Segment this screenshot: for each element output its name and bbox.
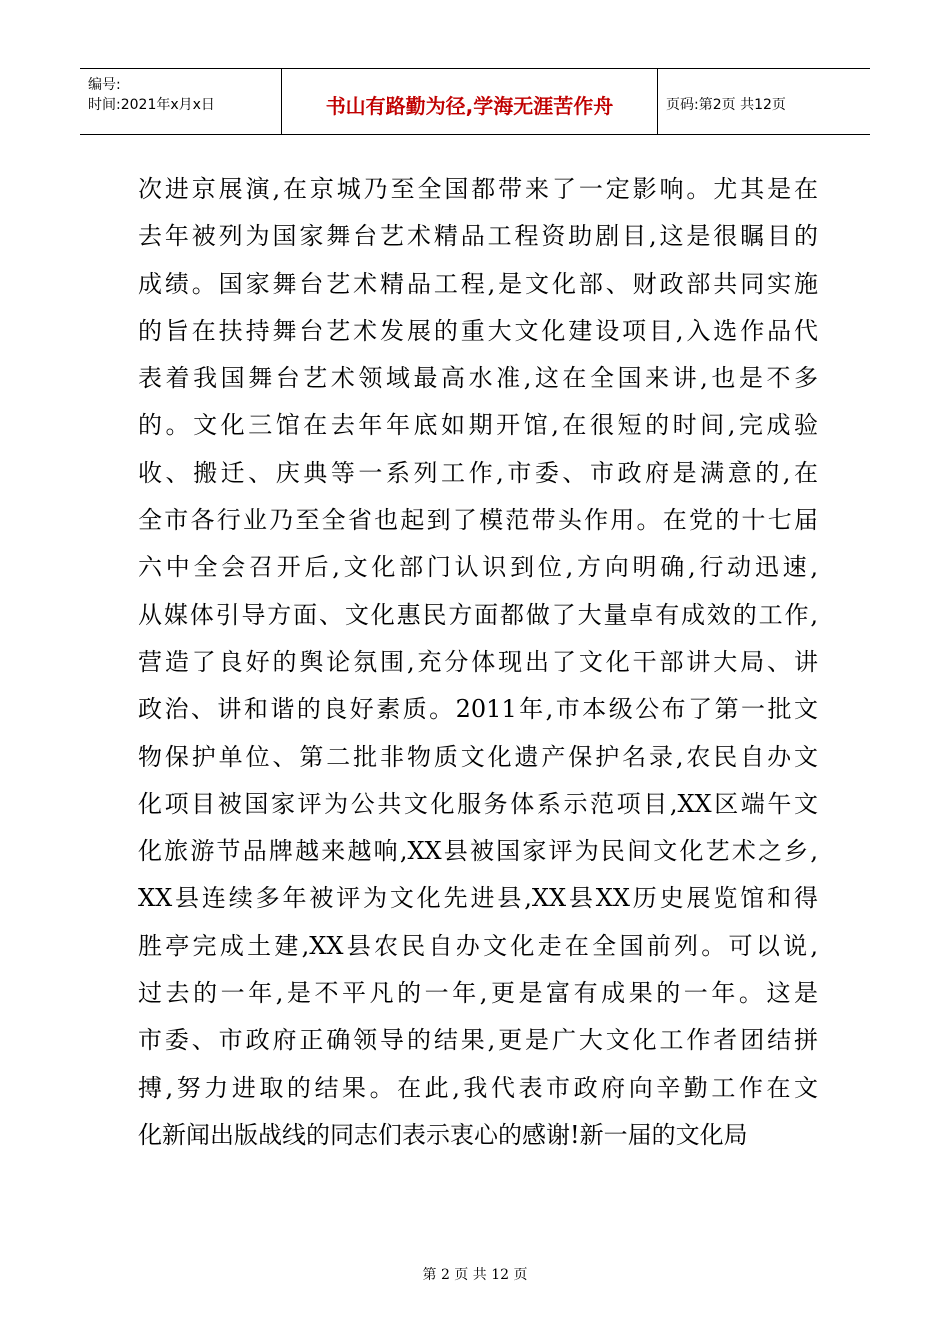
- body-line: 次进京展演,在京城乃至全国都带来了一定影响。尤其是在: [138, 175, 818, 203]
- body-line: 化旅游节品牌越来越响,XX县被国家评为民间文化艺术之乡,: [138, 837, 818, 866]
- body-line: 化新闻出版战线的同志们表示衷心的感谢!新一届的文化局: [138, 1120, 748, 1149]
- header-page-code: 页码:第2页 共12页: [666, 96, 786, 113]
- body-line: 收、搬迁、庆典等一系列工作,市委、市政府是满意的,在: [138, 458, 818, 487]
- body-line: 的旨在扶持舞台艺术发展的重大文化建设项目,入选作品代: [138, 316, 818, 345]
- body-line: 营造了良好的舆论氛围,充分体现出了文化干部讲大局、讲: [138, 647, 818, 676]
- body-line: 表着我国舞台艺术领域最高水准,这在全国来讲,也是不多: [138, 364, 818, 393]
- body-line: 从媒体引导方面、文化惠民方面都做了大量卓有成效的工作,: [138, 600, 818, 629]
- body-line: 搏,努力进取的结果。在此,我代表市政府向辛勤工作在文: [138, 1073, 818, 1102]
- body-line: 全市各行业乃至全省也起到了模范带头作用。在党的十七届: [138, 506, 818, 535]
- page-header: [80, 68, 870, 135]
- header-motto: 书山有路勤为径,学海无涯苦作舟: [325, 94, 614, 118]
- page-footer: [0, 1264, 950, 1284]
- body-line: XX县连续多年被评为文化先进县,XX县XX历史展览馆和得: [138, 884, 818, 913]
- body-line: 去年被列为国家舞台艺术精品工程资助剧目,这是很瞩目的: [138, 222, 818, 251]
- body-line: 胜亭完成土建,XX县农民自办文化走在全国前列。可以说,: [138, 931, 818, 960]
- body-line: 成绩。国家舞台艺术精品工程,是文化部、财政部共同实施: [138, 269, 818, 298]
- body-line: 政治、讲和谐的良好素质。2011年,市本级公布了第一批文: [138, 695, 818, 724]
- document-number-label: 编号:: [88, 77, 121, 93]
- header-motto-cell: [282, 69, 658, 134]
- body-line: 物保护单位、第二批非物质文化遗产保护名录,农民自办文: [138, 742, 818, 771]
- body-line: 过去的一年,是不平凡的一年,更是富有成果的一年。这是: [138, 979, 818, 1008]
- header-page-code-cell: [658, 69, 870, 134]
- document-body: [138, 166, 818, 1159]
- body-line: 化项目被国家评为公共文化服务体系示范项目,XX区端午文: [138, 789, 818, 818]
- header-meta: [80, 69, 282, 134]
- body-line: 市委、市政府正确领导的结果,更是广大文化工作者团结拼: [138, 1026, 818, 1055]
- body-line: 六中全会召开后,文化部门认识到位,方向明确,行动迅速,: [138, 553, 818, 582]
- footer-page-number: 第 2 页 共 12 页: [422, 1267, 528, 1283]
- body-line: 的。文化三馆在去年年底如期开馆,在很短的时间,完成验: [138, 411, 818, 440]
- document-time-label: 时间:2021年x月x日: [88, 97, 215, 113]
